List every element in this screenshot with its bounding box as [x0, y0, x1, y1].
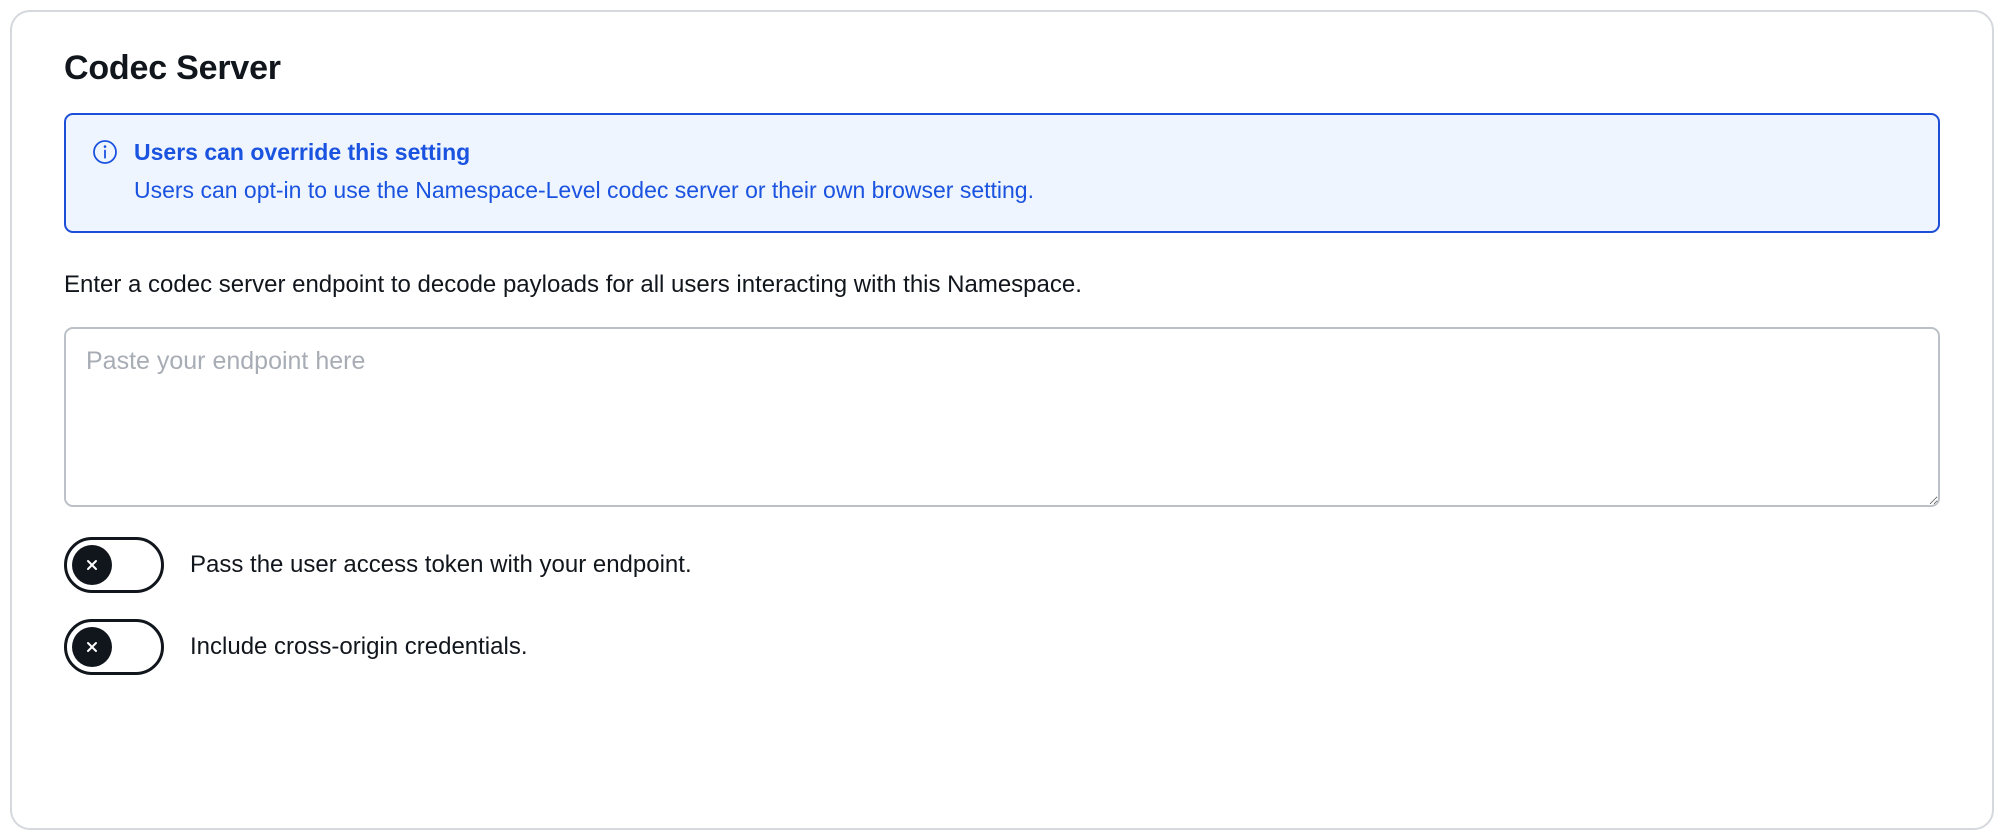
pass-access-token-label: Pass the user access token with your endpoint. — [190, 551, 692, 579]
x-icon — [72, 627, 112, 667]
callout-body — [134, 137, 1912, 206]
info-circle-icon — [92, 139, 118, 165]
override-notice-callout — [64, 113, 1940, 232]
toggle-row-access-token — [64, 537, 1940, 593]
callout-text: Users can opt-in to use the Namespace-Level codec server or their own browser setting. — [134, 177, 1034, 204]
toggle-row-cross-origin — [64, 619, 1940, 675]
codec-endpoint-input[interactable] — [64, 327, 1940, 507]
endpoint-description: Enter a codec server endpoint to decode payloads for all users interacting with this Namespace. — [64, 270, 1082, 298]
x-icon — [72, 545, 112, 585]
codec-server-card — [10, 10, 1994, 830]
callout-title: Users can override this setting — [134, 139, 471, 166]
page-title: Codec Server — [64, 49, 281, 87]
include-cross-origin-credentials-toggle[interactable] — [64, 619, 164, 675]
pass-access-token-toggle[interactable] — [64, 537, 164, 593]
include-cross-origin-credentials-label: Include cross-origin credentials. — [190, 633, 528, 661]
